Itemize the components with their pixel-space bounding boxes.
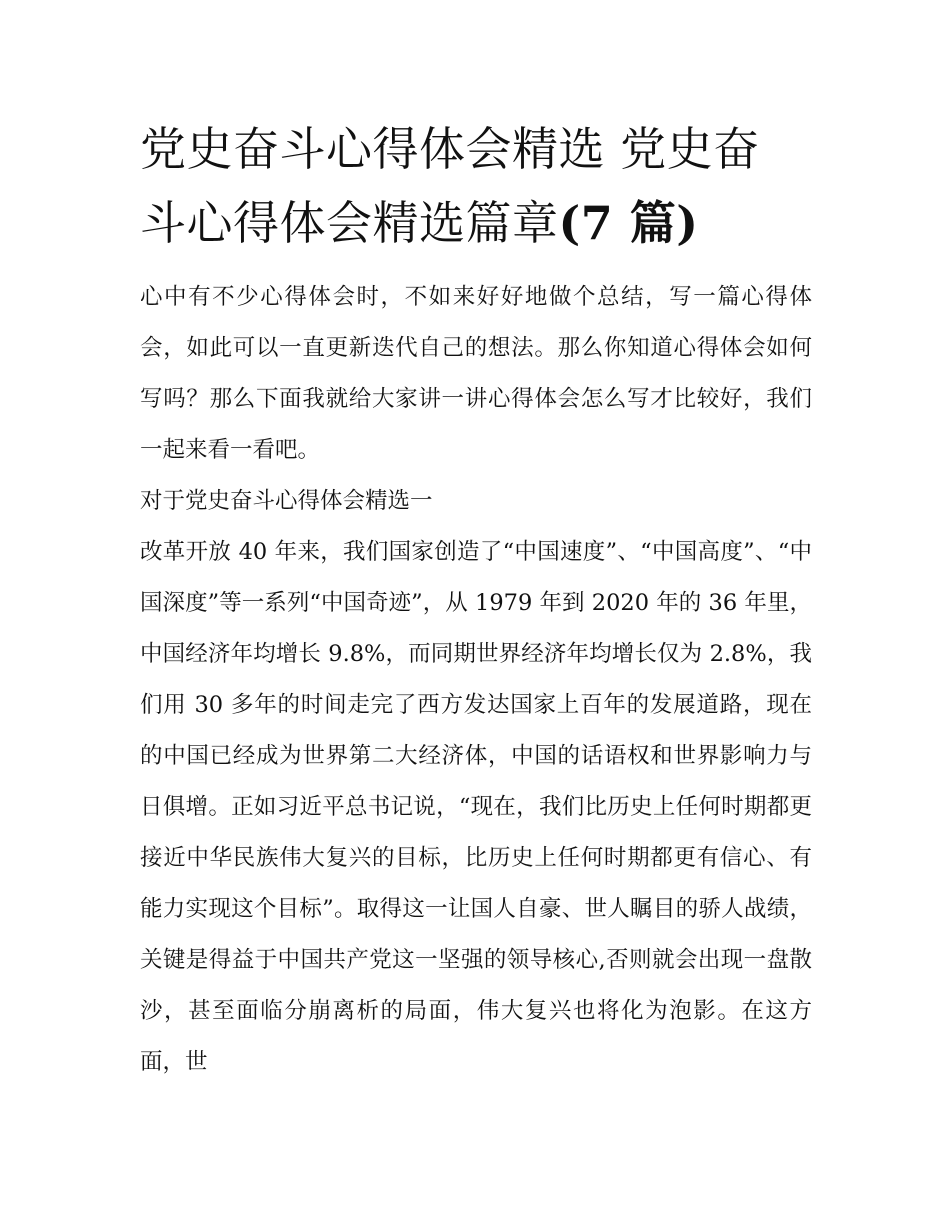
document-title [140,112,812,260]
section-heading: 对于党史奋斗心得体会精选一 [140,488,433,514]
title-line-1: 党史奋斗心得体会精选 党史奋 [140,122,760,176]
body-paragraph: 改革开放 40 年来，我们国家创造了“中国速度”、“中国高度”、“中国深度”等一系列“中国奇迹”，从 1979 年到 2020 年的 36 年里，中国经济年均增长 9.8%，而同期世界经济年均增长仅为 2.8%，我们用 30 多年的时间走完了西方发达国家上百年的发展道路，现在的中国已经成为世界第二大经济体，中国的话语权和世界影响力与日俱增。正如习近平总书记说，“现在，我们比历史上任何时期都更接近中华民族伟大复兴的目标，比历史上任何时期都更有信心、有能力实现这个目标”。取得这一让国人自豪、世人瞩目的骄人战绩，关键是得益于中国共产党这一坚强的领导核心,否则就会出现一盘散沙，甚至面临分崩离析的局面，伟大复兴也将化为泡影。在这方面，世 [140,539,812,1075]
intro-paragraph: 心中有不少心得体会时，不如来好好地做个总结，写一篇心得体会，如此可以一直更新迭代自己的想法。那么你知道心得体会如何写吗？那么下面我就给大家讲一讲心得体会怎么写才比较好，我们一起来看一看吧。 [140,284,812,463]
title-count: (7 篇) [558,196,699,250]
title-line-2: 斗心得体会精选篇章 [140,196,559,250]
